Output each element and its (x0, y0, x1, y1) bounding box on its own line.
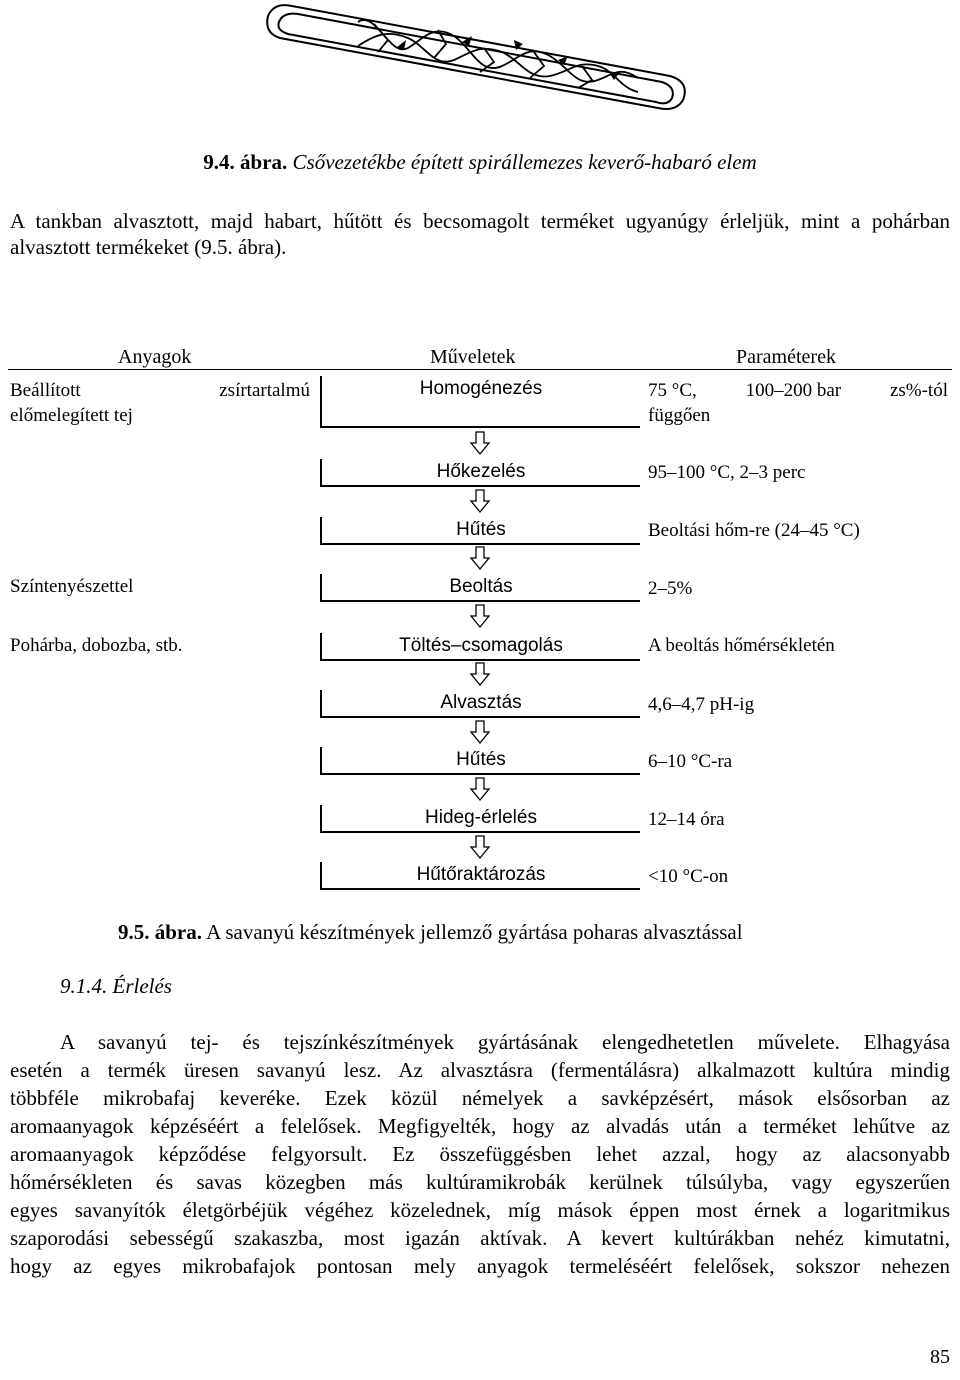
param-1-part-a: 75 °C, (648, 380, 697, 401)
param-1 (648, 378, 948, 428)
body-line: aromaanyagok képződése felgyorsult. Ez összefüggésben lehet azzal, hogy az alacsonyabb (10, 1142, 950, 1166)
body-line: hőmérsékleten és savas közegben más kultúramikrobák kerülnek túlsúlyba, vagy egyszerűen (10, 1170, 950, 1194)
op-hideg-erleles: Hideg-érlelés (320, 805, 640, 833)
down-arrow-icon (465, 834, 495, 860)
op-beoltas: Beoltás (320, 574, 640, 602)
body-line: többféle mikrobafaj keveréke. Ezek közül némelyek a savképzésért, mások elsősorban az (10, 1086, 950, 1110)
spiral-mixer-illustration (258, 0, 698, 112)
param-2: 95–100 °C, 2–3 perc (648, 462, 806, 483)
param-3: Beoltási hőm-re (24–45 °C) (648, 520, 860, 541)
param-1-part-c: zs%-tól (889, 380, 948, 401)
figure-caption-9-5 (118, 920, 743, 945)
param-7: 6–10 °C-ra (648, 751, 733, 772)
param-4: 2–5% (648, 578, 693, 599)
down-arrow-icon (465, 545, 495, 571)
figure-caption-9-4 (0, 150, 960, 175)
material-1-part-a: Beállított (10, 380, 81, 401)
down-arrow-icon (465, 488, 495, 514)
param-8: 12–14 óra (648, 809, 725, 830)
figure-number: 9.5. ábra. (118, 920, 202, 944)
param-1-line-2: függően (648, 405, 711, 426)
op-hutoraktarozas: Hűtőraktározás (320, 862, 640, 890)
down-arrow-icon (465, 719, 495, 745)
body-line: A savanyú tej- és tejszínkészítmények gyártásának elengedhetetlen művelete. Elhagyása (60, 1030, 950, 1054)
figure-title: A savanyú készítmények jellemző gyártása poharas alvasztással (206, 920, 743, 944)
header-divider (8, 369, 952, 370)
body-line: egyes savanyítók életgörbéjük végéhez közelednek, míg mások éppen most érnek a logaritmikus (10, 1198, 950, 1222)
param-6: 4,6–4,7 pH-ig (648, 694, 755, 715)
header-parameterek: Paraméterek (736, 346, 836, 368)
down-arrow-icon (465, 430, 495, 456)
material-3: Pohárba, dobozba, stb. (10, 635, 183, 656)
down-arrow-icon (465, 776, 495, 802)
down-arrow-icon (465, 603, 495, 629)
section-body (10, 1030, 950, 1282)
figure-number: 9.4. ábra. (203, 150, 288, 174)
material-1-line-2: előmelegített tej (10, 405, 133, 426)
op-hutes-1: Hűtés (320, 517, 640, 545)
op-alvasztas: Alvasztás (320, 690, 640, 718)
param-9: <10 °C-on (648, 866, 729, 887)
material-1-part-b: zsírtartalmú (219, 380, 310, 401)
op-hokezeles: Hőkezelés (320, 459, 640, 487)
figure-title: Csővezetékbe épített spirállemezes keverő-habaró elem (292, 150, 757, 174)
op-hutes-2: Hűtés (320, 747, 640, 775)
body-line: szaporodási sebességű szakaszba, most igazán aktívak. A kevert kultúrákban nehéz kimutatni, (10, 1226, 950, 1250)
param-1-part-b: 100–200 bar (745, 380, 842, 401)
body-line: hogy az egyes mikrobafajok pontosan mely anyagok termeléséért felelősek, sokszor nehezen (10, 1254, 950, 1278)
header-anyagok: Anyagok (118, 346, 192, 368)
page-number: 85 (930, 1346, 950, 1368)
op-toltes-csomagolas: Töltés–csomagolás (320, 633, 640, 661)
param-5: A beoltás hőmérsékletén (648, 635, 835, 656)
op-homogenezes: Homogénezés (320, 376, 640, 428)
section-heading: 9.1.4. Érlelés (60, 974, 172, 998)
material-1 (10, 378, 310, 428)
down-arrow-icon (465, 661, 495, 687)
material-2: Színtenyészettel (10, 576, 134, 597)
body-line: aromaanyagok képzéséért a felelősek. Megfigyelték, hogy az alvadás után a terméket lehűtve az (10, 1114, 950, 1138)
body-line: esetén a termék üresen savanyú lesz. Az alvasztásra (fermentálásra) alkalmazott kultúra mindig (10, 1058, 950, 1082)
intro-paragraph: A tankban alvasztott, majd habart, hűtött és becsomagolt terméket ugyanúgy érleljük, mint a pohárban alvasztott termékeket (9.5. ábra). (10, 209, 950, 259)
header-muveletek: Műveletek (430, 346, 516, 368)
